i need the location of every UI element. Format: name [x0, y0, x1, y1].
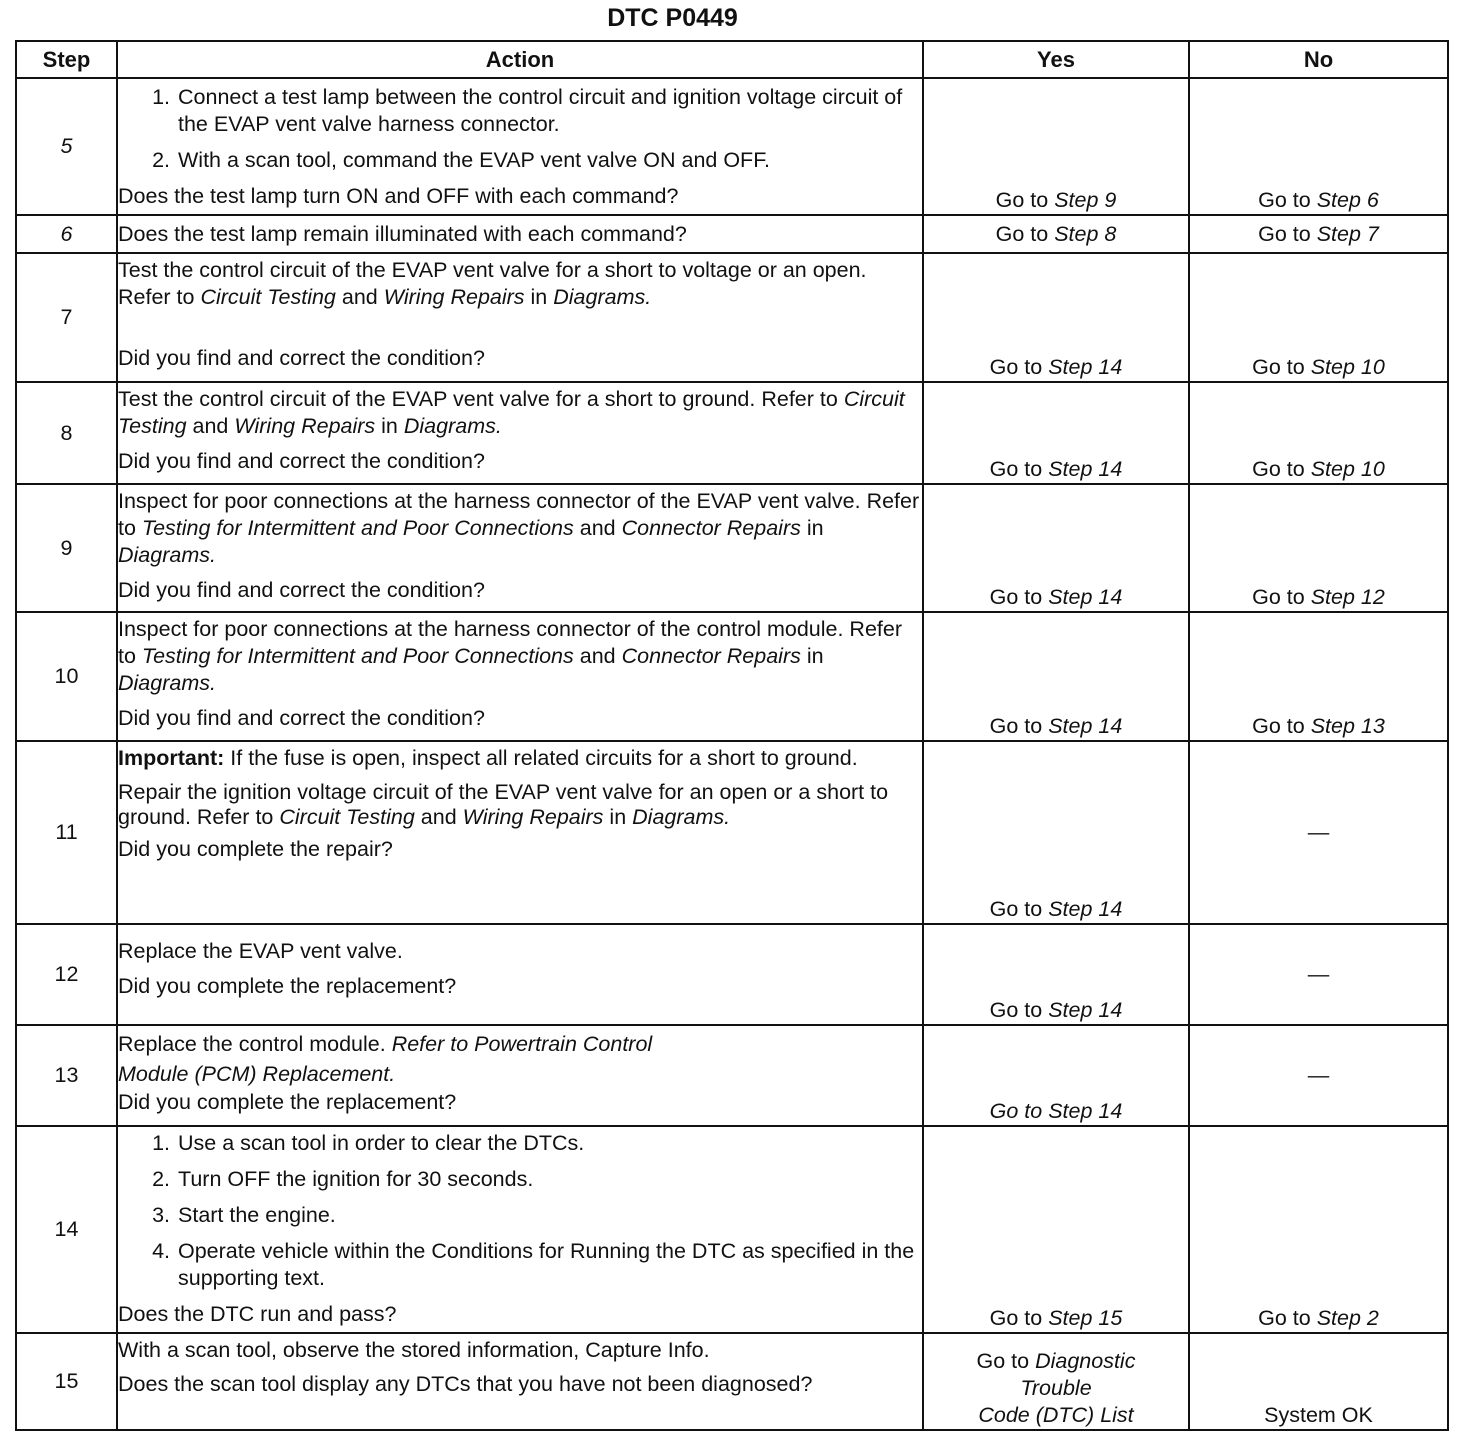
- step-number: 15: [16, 1333, 117, 1430]
- header-yes: Yes: [923, 41, 1189, 78]
- action-cell: [117, 1126, 923, 1333]
- yes-result: [923, 1333, 1189, 1430]
- table-row-step-11: [16, 741, 1448, 924]
- list-item: 3. Start the engine.: [176, 1202, 922, 1229]
- reference-link-text: Trouble: [1020, 1376, 1092, 1400]
- important-text: If the fuse is open, inspect all related circuits for a short to ground.: [230, 746, 858, 770]
- action-list: [118, 1130, 922, 1292]
- no-result: [1189, 253, 1448, 382]
- table-row-step-15: [16, 1333, 1448, 1430]
- instruction-text: Replace the control module.: [118, 1032, 386, 1056]
- step-reference: Step 12: [1310, 585, 1385, 609]
- yes-result: [923, 253, 1189, 382]
- no-result: [1189, 1126, 1448, 1333]
- table-row-step-10: [16, 612, 1448, 741]
- goto-prefix: Go to: [1258, 221, 1317, 246]
- question-text: Did you complete the replacement?: [118, 974, 457, 998]
- no-result: [1189, 1333, 1448, 1430]
- step-reference: Step 10: [1310, 457, 1385, 481]
- step-reference: Step 7: [1316, 221, 1379, 246]
- action-cell: [117, 1025, 923, 1126]
- action-cell: [117, 1333, 923, 1430]
- reference-link-text: Connector Repairs: [621, 644, 801, 668]
- step-reference: Step 2: [1316, 1306, 1379, 1330]
- step-number: 5: [16, 78, 117, 215]
- yes-result: [923, 612, 1189, 741]
- table-row-step-14: [16, 1126, 1448, 1333]
- step-number: 14: [16, 1126, 117, 1333]
- header-action: Action: [117, 41, 923, 78]
- reference-link-text: Wiring Repairs: [383, 285, 525, 309]
- header-no: No: [1189, 41, 1448, 78]
- no-result: [1189, 741, 1448, 924]
- list-item: 2. Turn OFF the ignition for 30 seconds.: [176, 1166, 922, 1193]
- question-text: Did you find and correct the condition?: [118, 578, 485, 602]
- reference-link-text: Code (DTC) List: [978, 1403, 1134, 1427]
- table-row-step-12: [16, 924, 1448, 1025]
- yes-result: [923, 215, 1189, 253]
- instruction-text: Repair the ignition voltage circuit of the EVAP vent valve for an open or a short to ground. Refer to: [118, 780, 889, 829]
- step-reference: Step 14: [1048, 457, 1123, 481]
- reference-link-text: Wiring Repairs: [234, 414, 376, 438]
- connector-word: and: [579, 516, 616, 540]
- action-text: [118, 257, 922, 311]
- connector-word: in: [381, 414, 398, 438]
- no-result: [1189, 612, 1448, 741]
- connector-word: in: [530, 285, 548, 309]
- header-step: Step: [16, 41, 117, 78]
- diagnostic-table: [15, 40, 1449, 1431]
- reference-link-text: Circuit Testing: [118, 387, 905, 438]
- important-note: [118, 745, 922, 772]
- connector-word: and: [341, 285, 378, 309]
- instruction-text: Inspect for poor connections at the harness connector of the control module. Refer to: [118, 617, 903, 668]
- question-text: Did you complete the replacement?: [118, 1090, 457, 1114]
- reference-link-text: Circuit Testing: [200, 285, 336, 309]
- table-row-step-5: [16, 78, 1448, 215]
- step-number: 8: [16, 382, 117, 484]
- yes-result: [923, 741, 1189, 924]
- step-number: 7: [16, 253, 117, 382]
- reference-link-text: Refer to Powertrain Control: [391, 1032, 653, 1056]
- action-text: [118, 780, 922, 830]
- action-text: Replace the EVAP vent valve.: [118, 939, 403, 963]
- connector-word: and: [579, 644, 616, 668]
- action-list: [118, 84, 922, 174]
- list-item: 1. Use a scan tool in order to clear the DTCs.: [176, 1130, 922, 1157]
- table-row-step-9: [16, 484, 1448, 612]
- no-result: [1189, 924, 1448, 1025]
- table-row-step-13: [16, 1025, 1448, 1126]
- table-header-row: [16, 41, 1448, 78]
- action-cell: [117, 382, 923, 484]
- goto-prefix: Go to: [989, 714, 1049, 738]
- step-number: 10: [16, 612, 117, 741]
- yes-result: [923, 924, 1189, 1025]
- goto-prefix: Go to: [989, 998, 1049, 1022]
- list-item: 4. Operate vehicle within the Conditions for Running the DTC as specified in the supporting text.: [176, 1238, 922, 1292]
- step-reference: Step 6: [1316, 188, 1379, 212]
- action-cell: [117, 924, 923, 1025]
- reference-link-text: Diagrams.: [403, 414, 502, 438]
- action-cell: [117, 484, 923, 612]
- step-reference: Step 13: [1310, 714, 1385, 738]
- action-text: [118, 386, 922, 440]
- goto-prefix: Go to: [1252, 355, 1311, 379]
- action-cell: [117, 612, 923, 741]
- action-cell: [117, 253, 923, 382]
- not-applicable-dash: —: [1307, 1063, 1330, 1087]
- yes-result: [923, 484, 1189, 612]
- question-text: Does the DTC run and pass?: [118, 1302, 397, 1326]
- result-text: System OK: [1264, 1403, 1373, 1427]
- connector-word: in: [609, 805, 627, 829]
- reference-link-text: Diagrams.: [553, 285, 652, 309]
- step-number: 9: [16, 484, 117, 612]
- connector-word: in: [806, 516, 824, 540]
- goto-prefix: Go to: [989, 1306, 1049, 1330]
- question-text: Did you complete the repair?: [118, 837, 393, 861]
- question-text: Did you find and correct the condition?: [118, 346, 485, 370]
- no-result: [1189, 484, 1448, 612]
- step-reference: Step 8: [1054, 221, 1117, 246]
- connector-word: and: [420, 805, 457, 829]
- list-item: 1. Connect a test lamp between the control circuit and ignition voltage circuit of the EVAP vent valve harness connector.: [176, 84, 922, 138]
- no-result: [1189, 382, 1448, 484]
- step-number: 11: [16, 741, 117, 924]
- yes-result: [923, 382, 1189, 484]
- goto-prefix: Go to: [995, 221, 1055, 246]
- question-text: Does the test lamp turn ON and OFF with each command?: [118, 184, 679, 208]
- important-label: Important:: [118, 746, 225, 770]
- no-result: [1189, 1025, 1448, 1126]
- step-reference: Step 14: [1048, 714, 1123, 738]
- reference-link-text: Circuit Testing: [279, 805, 415, 829]
- step-reference: Step 9: [1054, 188, 1117, 212]
- page-title: DTC P0449: [607, 4, 738, 32]
- action-text: [118, 488, 922, 569]
- not-applicable-dash: —: [1307, 820, 1330, 844]
- instruction-text: Inspect for poor connections at the harness connector of the EVAP vent valve. Refer to: [118, 489, 920, 540]
- step-reference: Step 10: [1310, 355, 1385, 379]
- table-row-step-8: [16, 382, 1448, 484]
- action-text: [118, 1029, 922, 1089]
- goto-prefix: Go to: [1258, 188, 1317, 212]
- goto-prefix: Go to: [1252, 457, 1311, 481]
- goto-prefix: Go to: [989, 355, 1049, 379]
- table-row-step-6: [16, 215, 1448, 253]
- step-number: 6: [16, 215, 117, 253]
- reference-link-text: Testing for Intermittent and Poor Connections: [141, 644, 574, 668]
- reference-link-text: Testing for Intermittent and Poor Connections: [141, 516, 574, 540]
- goto-prefix: Go to: [976, 1349, 1036, 1373]
- step-reference: Step 15: [1048, 1306, 1123, 1330]
- goto-prefix: Go to: [989, 457, 1049, 481]
- goto-prefix: Go to: [989, 897, 1049, 921]
- action-cell: [117, 78, 923, 215]
- reference-link-text: Diagnostic: [1035, 1349, 1136, 1373]
- action-cell: [117, 741, 923, 924]
- goto-prefix: Go to: [1252, 714, 1311, 738]
- not-applicable-dash: —: [1307, 962, 1330, 986]
- question-text: Did you find and correct the condition?: [118, 706, 485, 730]
- reference-link-text: Connector Repairs: [621, 516, 801, 540]
- goto-prefix: Go to: [995, 188, 1055, 212]
- step-reference: Go to Step 14: [989, 1099, 1123, 1123]
- question-text: Does the test lamp remain illuminated with each command?: [118, 221, 687, 246]
- question-text: Does the scan tool display any DTCs that you have not been diagnosed?: [118, 1372, 813, 1396]
- yes-result: [923, 1025, 1189, 1126]
- instruction-text: Test the control circuit of the EVAP vent valve for a short to ground. Refer to: [118, 387, 838, 411]
- reference-link-text: Diagrams.: [632, 805, 731, 829]
- no-result: [1189, 78, 1448, 215]
- yes-result: [923, 78, 1189, 215]
- connector-word: and: [192, 414, 229, 438]
- step-reference: Step 14: [1048, 585, 1123, 609]
- step-number: 12: [16, 924, 117, 1025]
- table-row-step-7: [16, 253, 1448, 382]
- step-reference: Step 14: [1048, 355, 1123, 379]
- question-text: Did you find and correct the condition?: [118, 449, 485, 473]
- step-reference: Step 14: [1048, 998, 1123, 1022]
- reference-link-text: Diagrams.: [118, 671, 216, 695]
- goto-prefix: Go to: [1258, 1306, 1317, 1330]
- yes-result: [923, 1126, 1189, 1333]
- action-cell: [117, 215, 923, 253]
- goto-prefix: Go to: [989, 585, 1049, 609]
- instruction-text: Test the control circuit of the EVAP vent valve for a short to voltage or an open. Refer to: [118, 258, 867, 309]
- action-text: With a scan tool, observe the stored information, Capture Info.: [118, 1338, 710, 1362]
- goto-prefix: Go to: [1252, 585, 1311, 609]
- step-reference: Step 14: [1048, 897, 1123, 921]
- list-item: 2. With a scan tool, command the EVAP vent valve ON and OFF.: [176, 147, 922, 174]
- step-number: 13: [16, 1025, 117, 1126]
- action-text: [118, 616, 922, 697]
- reference-link-text: Wiring Repairs: [462, 805, 604, 829]
- no-result: [1189, 215, 1448, 253]
- reference-link-text: Diagrams.: [118, 543, 216, 567]
- reference-link-text: Module (PCM) Replacement.: [118, 1062, 396, 1086]
- connector-word: in: [806, 644, 824, 668]
